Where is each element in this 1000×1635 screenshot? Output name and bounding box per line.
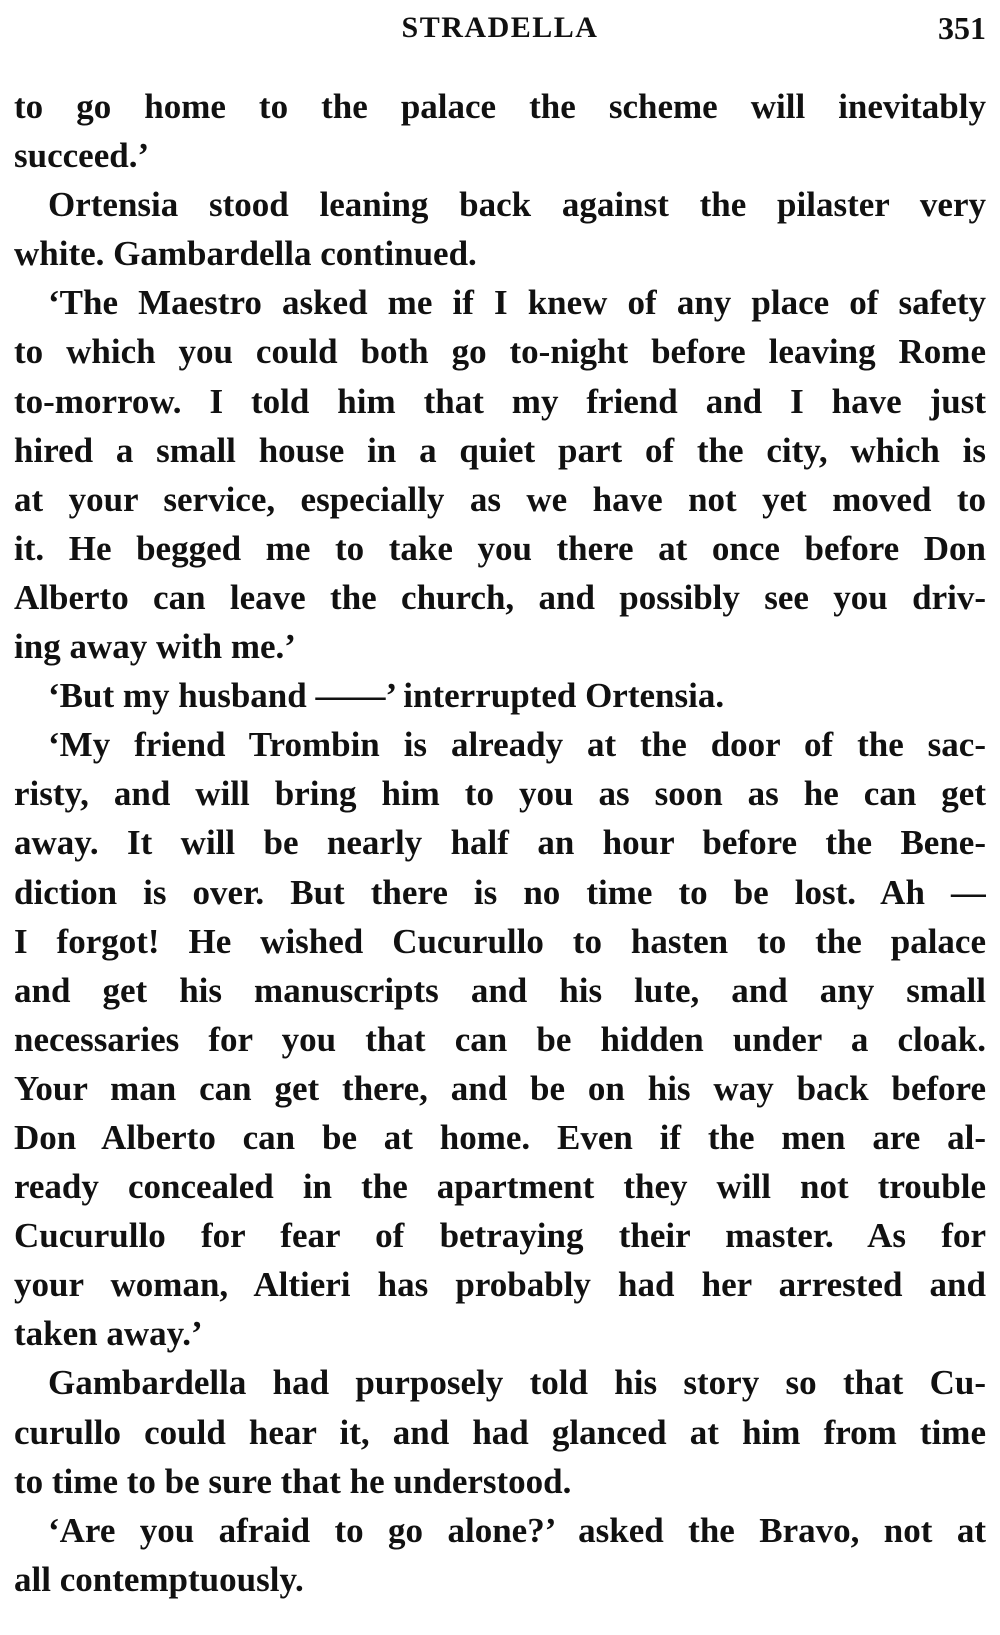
text-line: ‘But my husband ——’ interrupted Ortensia. xyxy=(48,676,725,716)
text-line: away. It will be nearly half an hour before the Bene- xyxy=(14,823,986,863)
text-line: to go home to the palace the scheme will inevitably xyxy=(14,87,986,126)
text-line: and get his manuscripts and his lute, and any small xyxy=(14,970,986,1010)
running-head xyxy=(14,6,986,50)
text-line: Alberto can leave the church, and possibly see you driv- xyxy=(14,577,986,617)
text-line: Gambardella had purposely told his story so that Cu- xyxy=(48,1363,986,1403)
text-line: ing away with me.’ xyxy=(14,627,296,667)
text-line: at your service, especially as we have not yet moved to xyxy=(14,479,986,519)
text-line: risty, and will bring him to you as soon as he can get xyxy=(14,774,986,814)
text-line: Don Alberto can be at home. Even if the men are al- xyxy=(14,1117,986,1157)
text-line: curullo could hear it, and had glanced at him from time xyxy=(14,1412,986,1452)
text-line: to time to be sure that he understood. xyxy=(14,1461,572,1501)
text-line: ‘Are you afraid to go alone?’ asked the Bravo, not at xyxy=(48,1510,986,1550)
body-text xyxy=(14,82,986,1604)
text-line: to which you could both go to-night before leaving Rome xyxy=(14,332,986,372)
text-line: your woman, Altieri has probably had her arrested and xyxy=(14,1265,986,1305)
text-line: diction is over. But there is no time to be lost. Ah — xyxy=(14,872,986,912)
text-line: I forgot! He wished Cucurullo to hasten to the palace xyxy=(14,921,986,961)
text-line: to-morrow. I told him that my friend and I have just xyxy=(14,381,986,421)
running-title: STRADELLA xyxy=(401,11,599,44)
text-line: taken away.’ xyxy=(14,1314,203,1354)
text-line: ‘The Maestro asked me if I knew of any place of safety xyxy=(48,283,986,323)
page-number: 351 xyxy=(938,10,986,46)
text-line: all contemptuously. xyxy=(14,1559,304,1599)
text-line: Cucurullo for fear of betraying their master. As for xyxy=(14,1216,986,1256)
text-line: ‘My friend Trombin is already at the door of the sac- xyxy=(48,725,986,765)
text-line: it. He begged me to take you there at once before Don xyxy=(14,528,986,568)
text-line: Your man can get there, and be on his way back before xyxy=(14,1068,986,1108)
text-line: necessaries for you that can be hidden under a cloak. xyxy=(14,1019,986,1059)
text-line: white. Gambardella continued. xyxy=(14,234,477,274)
text-line: succeed.’ xyxy=(14,136,150,176)
text-line: hired a small house in a quiet part of the city, which is xyxy=(14,430,986,470)
text-line: Ortensia stood leaning back against the pilaster very xyxy=(48,185,986,225)
text-line: ready concealed in the apartment they will not trouble xyxy=(14,1167,986,1207)
